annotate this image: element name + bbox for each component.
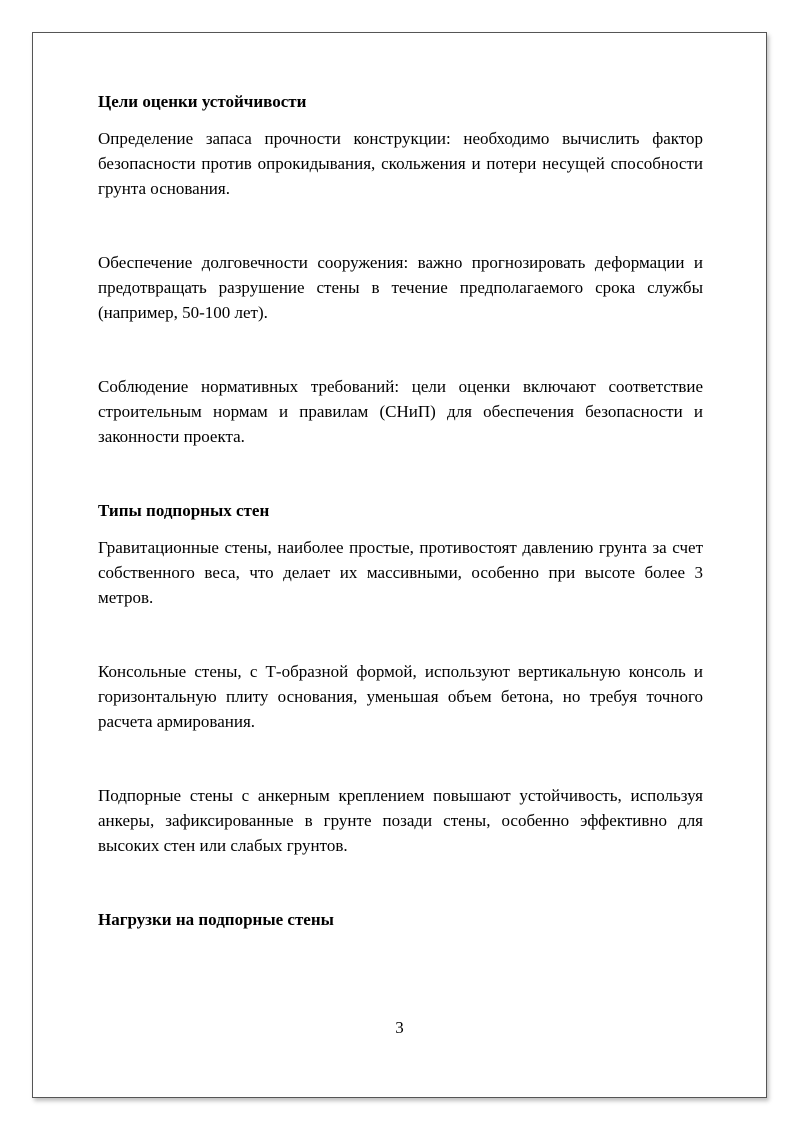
paragraph-safety-margin: Определение запаса прочности конструкции: необходимо вычислить фактор безопасности против опрокидывания, скольжения и потери несущей способности грунта основания. bbox=[98, 129, 703, 198]
section-heading-wall-loads: Нагрузки на подпорные стены bbox=[98, 910, 334, 929]
paragraph-anchored-walls: Подпорные стены с анкерным креплением повышают устойчивость, используя анкеры, зафиксированные в грунте позади стены, особенно эффективно для высоких стен или слабых грунтов. bbox=[98, 786, 703, 855]
section-heading-wall-types: Типы подпорных стен bbox=[98, 501, 270, 520]
page-content bbox=[98, 89, 703, 932]
paragraph-cantilever-walls: Консольные стены, с Т-образной формой, используют вертикальную консоль и горизонтальную плиту основания, уменьшая объем бетона, но требуя точного расчета армирования. bbox=[98, 662, 703, 731]
paragraph-gravity-walls: Гравитационные стены, наиболее простые, противостоят давлению грунта за счет собственного веса, что делает их массивными, особенно при высоте более 3 метров. bbox=[98, 538, 703, 607]
paragraph-regulations: Соблюдение нормативных требований: цели оценки включают соответствие строительным нормам и правилам (СНиП) для обеспечения безопасности и законности проекта. bbox=[98, 377, 703, 446]
paragraph-durability: Обеспечение долговечности сооружения: важно прогнозировать деформации и предотвращать разрушение стены в течение предполагаемого срока службы (например, 50-100 лет). bbox=[98, 253, 703, 322]
page-number: 3 bbox=[395, 1018, 404, 1037]
section-heading-stability-goals: Цели оценки устойчивости bbox=[98, 92, 307, 111]
document-page bbox=[32, 32, 767, 1098]
